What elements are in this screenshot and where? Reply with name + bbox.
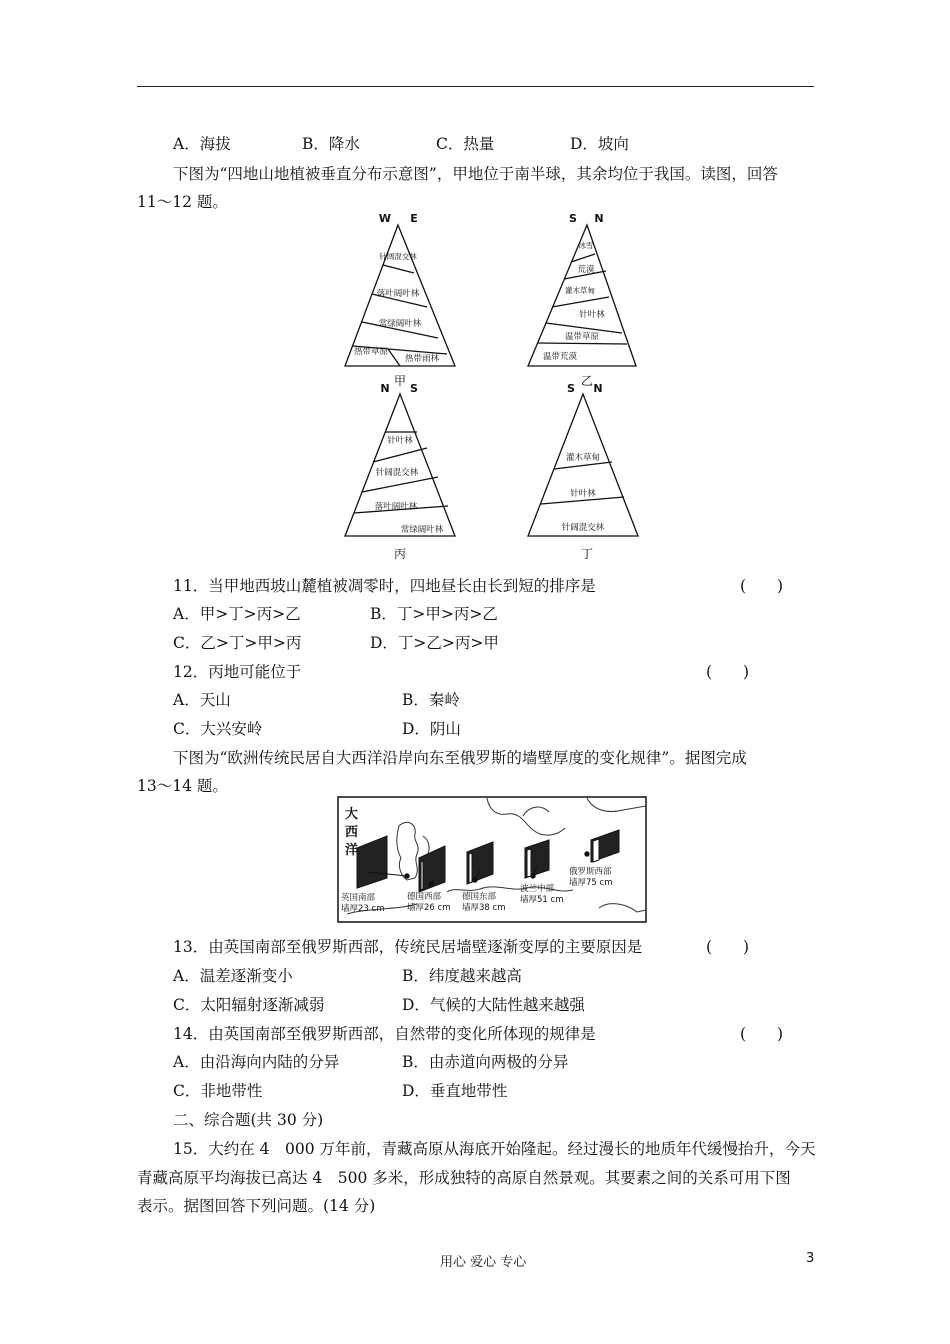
q13-option-a: A．温差逐渐变小 — [173, 967, 293, 985]
ding-name: 丁 — [580, 547, 594, 561]
wall-thick-poland: 墙厚51 cm — [520, 895, 564, 905]
mountain-vegetation-figure — [330, 210, 650, 566]
q11-option-c: C．乙>丁>甲>丙 — [173, 634, 302, 652]
q12-option-b: B．秦岭 — [402, 691, 460, 709]
yi-zone-meadow: 灌木草甸 — [565, 286, 595, 295]
yi-left-dir: S — [569, 212, 577, 225]
wall-place-east-germany: 德国东部 — [462, 892, 497, 902]
ocean-label-2: 西 — [345, 825, 359, 840]
q11-option-a: A．甲>丁>丙>乙 — [173, 605, 301, 623]
yi-zone-conifer: 针叶林 — [579, 310, 605, 320]
q11-bracket: ( ) — [740, 577, 784, 595]
q13-stem: 13．由英国南部至俄罗斯西部，传统民居墙壁逐渐变厚的主要原因是 — [173, 938, 643, 956]
yi-zone-desert: 荒漠 — [577, 265, 595, 275]
bing-left-dir: N — [380, 382, 390, 395]
q12-option-d: D．阴山 — [402, 720, 461, 738]
page-number: 3 — [806, 1251, 815, 1266]
q13-option-b: B．纬度越来越高 — [402, 967, 522, 985]
yi-name: 乙 — [580, 374, 594, 388]
ocean-label-3: 洋 — [345, 843, 359, 858]
bing-name: 丙 — [393, 547, 407, 561]
q14-bracket: ( ) — [740, 1025, 784, 1043]
q14-option-b: B．由赤道向两极的分异 — [402, 1053, 569, 1071]
wall-place-west-germany: 德国西部 — [407, 892, 442, 902]
q13-option-d: D．气候的大陆性越来越强 — [402, 996, 585, 1014]
jia-zone-evergreen: 常绿阔叶林 — [378, 319, 422, 329]
wall-thickness-map — [337, 796, 649, 926]
wall-thick-west-germany: 墙厚26 cm — [407, 903, 451, 913]
q10-option-a: A．海拔 — [173, 135, 231, 153]
wall-thick-russia: 墙厚75 cm — [569, 878, 613, 888]
q11-option-d: D．丁>乙>丙>甲 — [370, 634, 499, 652]
q12-stem: 12．丙地可能位于 — [173, 663, 302, 681]
q10-option-b: B．降水 — [302, 135, 360, 153]
q10-option-c: C．热量 — [436, 135, 495, 153]
ding-zone-meadow: 灌木草甸 — [565, 453, 601, 463]
bing-zone-conifer: 针叶林 — [387, 436, 413, 446]
q14-option-a: A．由沿海向内陆的分异 — [173, 1053, 340, 1071]
yi-zone-snow: 冰雪 — [578, 241, 594, 250]
intro-11-12-line1: 下图为“四地山地植被垂直分布示意图”，甲地位于南半球，其余均位于我国。读图，回答 — [173, 165, 778, 183]
section-2-heading: 二、综合题(共 30 分) — [173, 1111, 324, 1129]
bing-zone-evergreen: 常绿阔叶林 — [400, 525, 444, 535]
yi-zone-steppe: 温带草原 — [564, 332, 600, 342]
jia-zone-mixed: 针阔混交林 — [379, 252, 417, 261]
q13-bracket: ( ) — [706, 938, 750, 956]
bing-right-dir: S — [410, 382, 418, 395]
wall-place-uk: 英国南部 — [341, 893, 376, 903]
jia-zone-rainforest: 热带雨林 — [404, 354, 440, 364]
jia-zone-savanna: 热带草原 — [353, 347, 389, 357]
ding-zone-mixed: 针阔混交林 — [561, 523, 605, 533]
q12-option-c: C．大兴安岭 — [173, 720, 263, 738]
q11-stem: 11．当甲地西坡山麓植被凋零时，四地昼长由长到短的排序是 — [173, 577, 596, 595]
jia-name: 甲 — [393, 374, 407, 388]
jia-left-dir: W — [378, 212, 392, 225]
jia-right-dir: E — [410, 212, 418, 225]
wall-thick-uk: 墙厚23 cm — [341, 904, 385, 914]
yi-right-dir: N — [594, 212, 604, 225]
yi-zone-temperate-desert: 温带荒漠 — [542, 352, 578, 362]
wall-place-poland: 波兰中部 — [520, 884, 555, 894]
q13-option-c: C．太阳辐射逐渐减弱 — [173, 996, 325, 1014]
q11-option-b: B．丁>甲>丙>乙 — [370, 605, 498, 623]
intro-13-14-line1: 下图为“欧洲传统民居自大西洋沿岸向东至俄罗斯的墙壁厚度的变化规律”。据图完成 — [173, 749, 747, 767]
q14-option-c: C．非地带性 — [173, 1082, 263, 1100]
wall-place-russia: 俄罗斯西部 — [569, 867, 612, 877]
q15-line2: 青藏高原平均海拔已高达 4 500 多米，形成独特的高原自然景观。其要素之间的关系可用下图 — [137, 1169, 791, 1187]
jia-zone-deciduous: 落叶阔叶林 — [376, 289, 420, 299]
bing-zone-deciduous: 落叶阔叶林 — [374, 502, 418, 512]
bing-zone-mixed: 针阔混交林 — [375, 468, 419, 478]
ding-left-dir: S — [567, 382, 575, 395]
footer-motto: 用心 爱心 专心 — [440, 1255, 527, 1270]
header-rule — [137, 86, 814, 87]
intro-11-12-line2: 11～12 题。 — [137, 193, 228, 211]
q10-option-d: D．坡向 — [570, 135, 629, 153]
ding-zone-conifer: 针叶林 — [570, 489, 596, 499]
q12-option-a: A．天山 — [173, 691, 231, 709]
wall-thick-east-germany: 墙厚38 cm — [462, 903, 506, 913]
intro-13-14-line2: 13～14 题。 — [137, 777, 228, 795]
q15-line3: 表示。据图回答下列问题。(14 分) — [137, 1197, 376, 1215]
q14-option-d: D．垂直地带性 — [402, 1082, 508, 1100]
q14-stem: 14．由英国南部至俄罗斯西部，自然带的变化所体现的规律是 — [173, 1025, 596, 1043]
ding-right-dir: N — [593, 382, 603, 395]
q12-bracket: ( ) — [706, 663, 750, 681]
ocean-label-1: 大 — [345, 807, 359, 822]
q15-line1: 15．大约在 4 000 万年前，青藏高原从海底开始隆起。经过漫长的地质年代缓慢抬升，今天 — [173, 1140, 816, 1158]
